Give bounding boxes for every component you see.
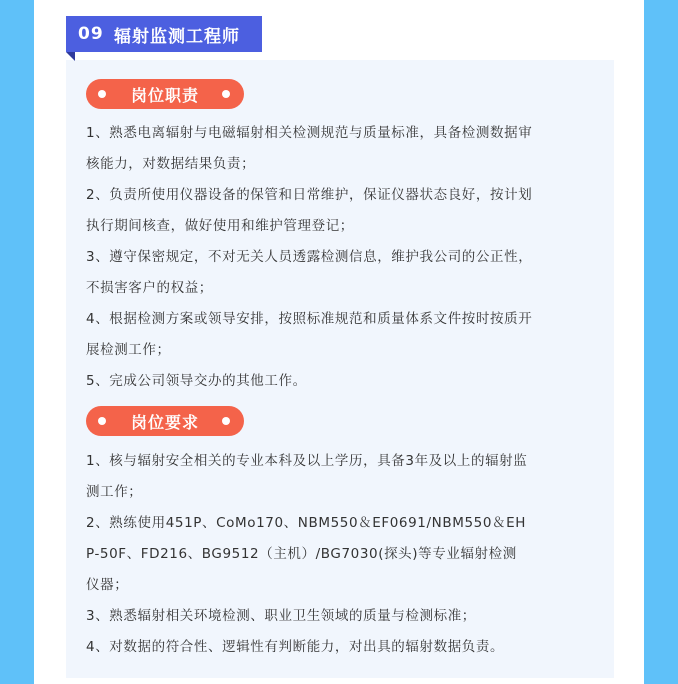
job-title: 辐射监测工程师 <box>114 26 240 47</box>
text-line: 展检测工作； <box>86 342 171 358</box>
section-heading-label: 岗位要求 <box>130 412 199 432</box>
text-line: 仪器； <box>86 577 129 593</box>
text-line: 2、负责所使用仪器设备的保管和日常维护，保证仪器状态良好，按计划 <box>86 187 533 203</box>
text-line: P-50F、FD216、BG9512（主机）/BG7030(探头)等专业辐射检测 <box>86 546 517 562</box>
text-line: 1、核与辐射安全相关的专业本科及以上学历，具备3年及以上的辐射监 <box>86 453 528 469</box>
text-line: 1、熟悉电离辐射与电磁辐射相关检测规范与质量标准，具备检测数据审 <box>86 125 533 141</box>
job-title-tab <box>66 16 262 52</box>
section-heading-requirements <box>86 406 244 436</box>
text-line: 3、遵守保密规定，不对无关人员透露检测信息，维护我公司的公正性， <box>86 249 533 265</box>
text-line: 2、熟练使用451P、CoMo170、NBM550＆EF0691/NBM550＆EH <box>86 515 526 531</box>
text-line: 执行期间核查，做好使用和维护管理登记； <box>86 218 354 234</box>
dot-icon <box>222 417 230 425</box>
requirements-list <box>86 446 606 663</box>
text-line: 5、完成公司领导交办的其他工作。 <box>86 373 307 389</box>
section-heading-responsibilities <box>86 79 244 109</box>
dot-icon <box>98 90 106 98</box>
section-heading-label: 岗位职责 <box>130 85 199 105</box>
title-tab-fold <box>66 52 75 61</box>
dot-icon <box>222 90 230 98</box>
left-side-bar <box>0 0 34 684</box>
text-line: 核能力，对数据结果负责； <box>86 156 256 172</box>
job-number: 09 <box>78 24 104 44</box>
text-line: 4、对数据的符合性、逻辑性有判断能力，对出具的辐射数据负责。 <box>86 639 505 655</box>
text-line: 4、根据检测方案或领导安排，按照标准规范和质量体系文件按时按质开 <box>86 311 533 327</box>
text-line: 测工作； <box>86 484 143 500</box>
dot-icon <box>98 417 106 425</box>
right-side-bar <box>644 0 678 684</box>
text-line: 不损害客户的权益； <box>86 280 213 296</box>
text-line: 3、熟悉辐射相关环境检测、职业卫生领域的质量与检测标准； <box>86 608 476 624</box>
responsibilities-list <box>86 118 606 397</box>
